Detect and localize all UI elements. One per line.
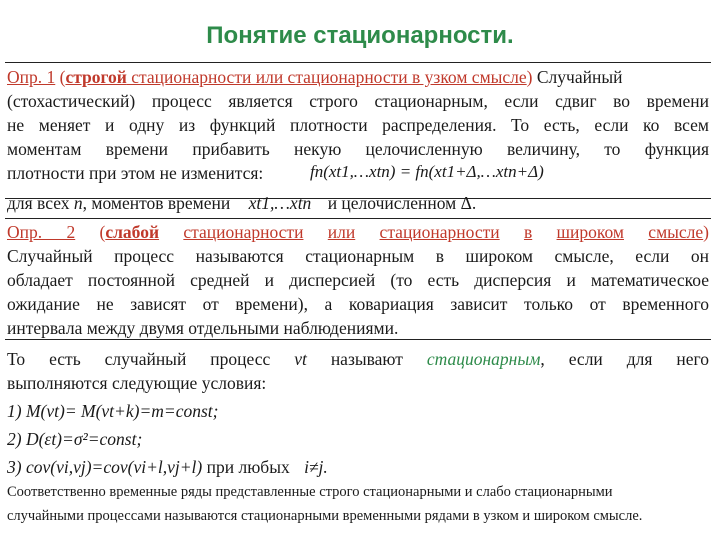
def1-for-all: для всех [7,193,70,213]
def2-weak: (слабой [99,222,160,242]
def1-line-4: моментам времени прибавить некую целочисленную величину, то функция [7,139,709,159]
body-line-1 [7,348,709,370]
def1-line-1 [7,66,709,88]
body-line-2: выполняются следующие условия: [7,373,267,393]
summary-line-1: Соответственно временные ряды представленные строго стационарными и слабо стационарными [7,484,613,500]
condition-3-formula: 3) cov(vi,vj)=cov(vi+l,vj+l) [7,457,203,477]
def1-n: n [73,193,83,213]
body-stationary: стационарным [426,349,541,369]
def1-label: Опр. 1 [7,67,56,87]
def1-moments: , моментов времени [82,193,231,213]
def1-line-1-tail: Случайный [532,67,623,87]
def2-line-4: ожидание не зависят от времени), а ковариация зависит только от временного [7,294,709,314]
def1-line-5: плотности при этом не изменится: [7,163,264,183]
body-text-2: называют [330,349,403,369]
def2-word-4: в [523,222,533,242]
page-title: Понятие стационарности. [206,22,514,49]
def2-line-1 [7,221,709,243]
condition-3-text: при любых [206,457,290,477]
def2-word-3: стационарности [379,222,500,242]
def1-formula: fn(xt1,…xtn) = fn(xt1+Δ,…xtn+Δ) [310,162,544,181]
def1-times-formula: xt1,…xtn [248,193,312,213]
condition-2: 2) D(εt)=σ²=const; [7,429,143,449]
body-vt: vt [294,349,307,369]
condition-3 [7,456,709,478]
summary-line-2: случайными процессами называются стационарными временными рядами в узком и широком смысле. [7,508,643,524]
def2-word-6: смысле) [648,222,709,242]
def2-word-5: широком [556,222,624,242]
def1-integer: и целочисленном Δ. [327,193,477,213]
def1-paren-close: ) [526,67,533,87]
def1-line-6 [7,192,709,214]
def1-strict: строгой [65,67,127,87]
def2-line-3: обладает постоянной средней и дисперсией (то есть дисперсия и математическое [7,270,709,290]
body-text-1: То есть случайный процесс [7,349,271,369]
def2-word-2: или [327,222,356,242]
def1-strict-rest: стационарности или стационарности в узком смысле [126,67,527,87]
def2-line-5: интервала между двумя отдельными наблюдениями. [7,318,399,338]
def1-line-2: (стохастический) процесс является строго стационарным, если сдвиг во времени [7,91,709,111]
body-text-3: , если для него [540,349,710,369]
condition-1: 1) M(vt)= M(vt+k)=m=const; [7,401,219,421]
condition-3-ij: i≠j. [304,457,328,477]
def2-line-2: Случайный процесс называются стационарным в широком смысле, если он [7,246,709,266]
def1-paren-open: ( [59,67,66,87]
def2-word-1: стационарности [183,222,304,242]
def2-label: Опр. 2 [7,222,76,242]
def1-line-3: не меняет и одну из функций плотности распределения. То есть, если ко всем [7,115,709,135]
